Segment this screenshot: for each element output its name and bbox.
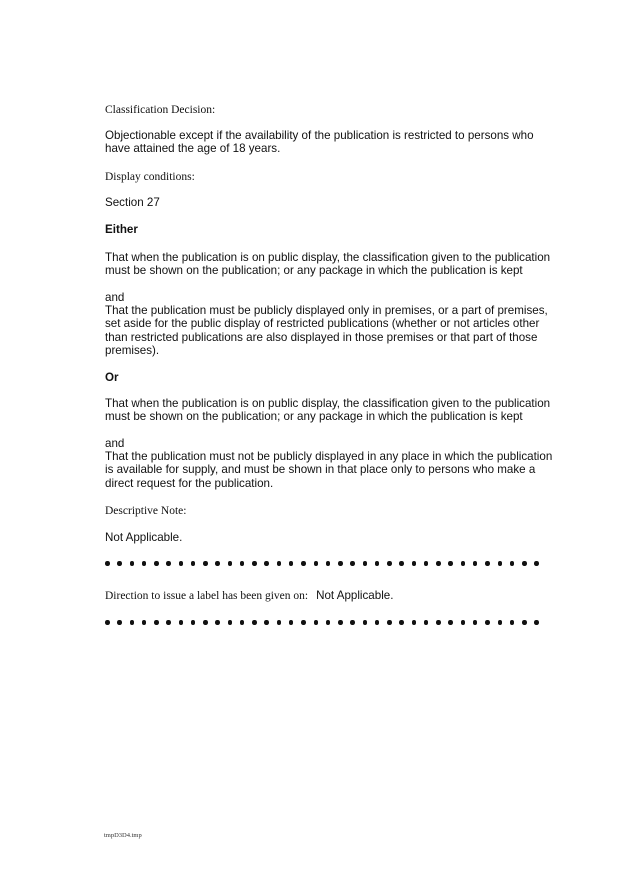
separator-dot — [228, 620, 233, 625]
or-condition-1: That when the publication is on public display, the classification given to the publication must be shown on the publication; or any package in which the publication is kept — [105, 397, 551, 424]
separator-dot — [166, 620, 171, 625]
separator-dot — [301, 561, 306, 566]
separator-dot — [522, 561, 527, 566]
display-conditions-heading: Display conditions: — [105, 171, 195, 183]
either-label: Either — [105, 223, 138, 236]
separator-dot — [154, 620, 159, 625]
separator-dot — [105, 561, 110, 566]
separator-dot — [130, 561, 135, 566]
separator-dot — [412, 620, 417, 625]
separator-dot — [264, 561, 269, 566]
separator-dot — [203, 561, 208, 566]
or-label: Or — [105, 371, 119, 384]
dotted-separator-top — [105, 561, 545, 569]
separator-dot — [179, 620, 184, 625]
descriptive-note-value: Not Applicable. — [105, 531, 183, 544]
separator-dot — [314, 620, 319, 625]
separator-dot — [448, 561, 453, 566]
separator-dot — [215, 620, 220, 625]
separator-dot — [424, 620, 429, 625]
separator-dot — [191, 561, 196, 566]
separator-dot — [240, 561, 245, 566]
label-direction-value: Not Applicable. — [316, 589, 394, 602]
or-and-connector: and — [105, 437, 125, 450]
separator-dot — [215, 561, 220, 566]
separator-dot — [326, 620, 331, 625]
separator-dot — [498, 620, 503, 625]
either-condition-2: That the publication must be publicly displayed only in premises, or a part of premises, set aside for the public display of restricted publications (whether or not articles other than restricted publications are also displayed in those premises or that part of those premises). — [105, 304, 548, 358]
separator-dot — [461, 620, 466, 625]
or-condition-2: That the publication must not be publicly displayed in any place in which the publication is available for supply, and must be shown in that place only to persons who make a direct request for the publication. — [105, 450, 553, 490]
separator-dot — [436, 620, 441, 625]
separator-dot — [412, 561, 417, 566]
separator-dot — [399, 561, 404, 566]
separator-dot — [179, 561, 184, 566]
separator-dot — [510, 620, 515, 625]
separator-dot — [228, 561, 233, 566]
separator-dot — [289, 561, 294, 566]
separator-dot — [240, 620, 245, 625]
classification-decision-heading: Classification Decision: — [105, 104, 216, 116]
separator-dot — [534, 561, 539, 566]
separator-dot — [252, 620, 257, 625]
separator-dot — [117, 620, 122, 625]
separator-dot — [387, 620, 392, 625]
separator-dot — [117, 561, 122, 566]
separator-dot — [154, 561, 159, 566]
separator-dot — [350, 620, 355, 625]
separator-dot — [387, 561, 392, 566]
separator-dot — [375, 561, 380, 566]
separator-dot — [130, 620, 135, 625]
footer-filename: tmpD3D4.tmp — [104, 832, 142, 839]
separator-dot — [338, 561, 343, 566]
separator-dot — [289, 620, 294, 625]
separator-dot — [277, 620, 282, 625]
separator-dot — [142, 561, 147, 566]
separator-dot — [485, 561, 490, 566]
separator-dot — [363, 620, 368, 625]
separator-dot — [436, 561, 441, 566]
separator-dot — [301, 620, 306, 625]
separator-dot — [350, 561, 355, 566]
label-direction-label: Direction to issue a label has been given on: — [105, 590, 309, 602]
separator-dot — [252, 561, 257, 566]
separator-dot — [522, 620, 527, 625]
separator-dot — [510, 561, 515, 566]
separator-dot — [203, 620, 208, 625]
separator-dot — [191, 620, 196, 625]
separator-dot — [448, 620, 453, 625]
separator-dot — [461, 561, 466, 566]
either-and-connector: and — [105, 291, 125, 304]
separator-dot — [105, 620, 110, 625]
separator-dot — [399, 620, 404, 625]
separator-dot — [424, 561, 429, 566]
either-condition-1: That when the publication is on public display, the classification given to the publication must be shown on the publication; or any package in which the publication is kept — [105, 251, 551, 278]
separator-dot — [485, 620, 490, 625]
separator-dot — [363, 561, 368, 566]
separator-dot — [498, 561, 503, 566]
separator-dot — [375, 620, 380, 625]
classification-decision-text: Objectionable except if the availability of the publication is restricted to persons who have attained the age of 18 years. — [105, 129, 534, 156]
section-reference: Section 27 — [105, 196, 160, 209]
separator-dot — [142, 620, 147, 625]
label-direction-row — [105, 586, 565, 604]
separator-dot — [534, 620, 539, 625]
separator-dot — [166, 561, 171, 566]
descriptive-note-heading: Descriptive Note: — [105, 505, 187, 517]
separator-dot — [338, 620, 343, 625]
dotted-separator-bottom — [105, 620, 545, 628]
separator-dot — [326, 561, 331, 566]
separator-dot — [473, 620, 478, 625]
separator-dot — [314, 561, 319, 566]
separator-dot — [277, 561, 282, 566]
separator-dot — [473, 561, 478, 566]
separator-dot — [264, 620, 269, 625]
